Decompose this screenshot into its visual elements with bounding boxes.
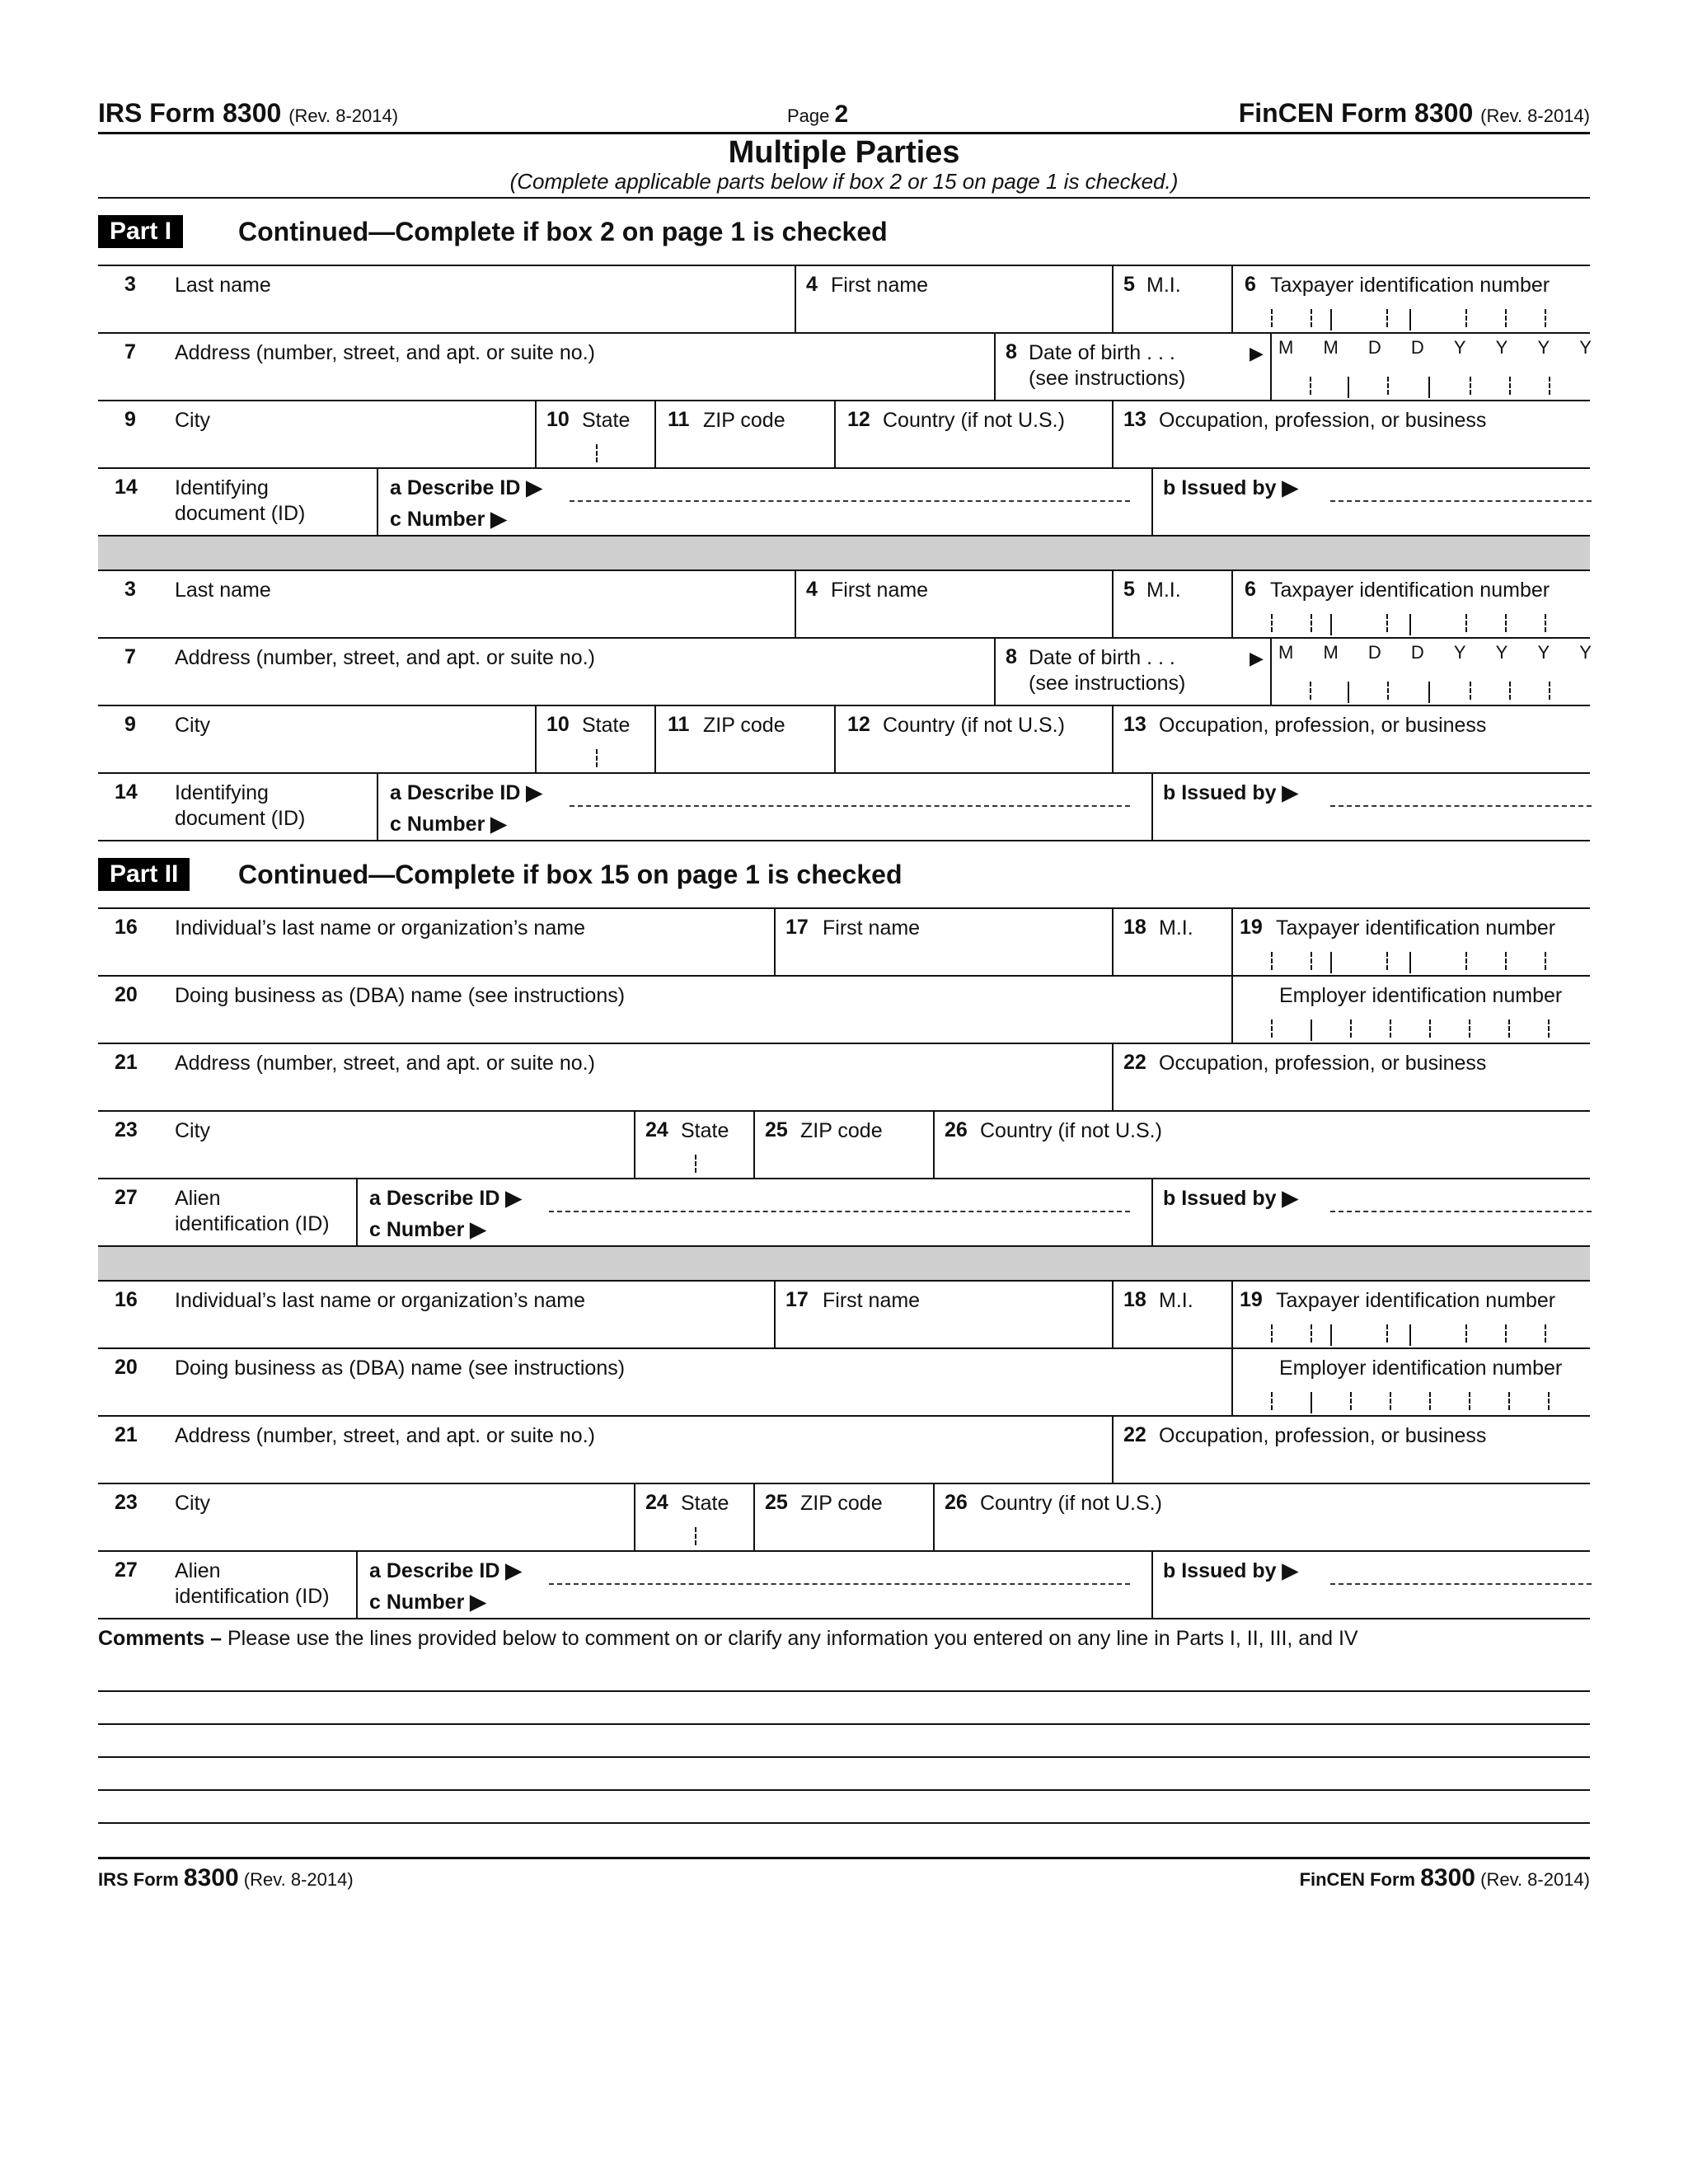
form-page (98, 92, 1590, 1891)
page-subtitle: (Complete applicable parts below if box 2 or 15 on page 1 is checked.) (98, 169, 1590, 199)
issued-by-field[interactable]: b Issued by ▶ (1151, 1179, 1590, 1245)
first-name-field[interactable]: 4 First name (795, 266, 1112, 332)
country-field[interactable]: 12 Country (if not U.S.) (834, 706, 1112, 772)
comment-line[interactable] (98, 1725, 1590, 1758)
describe-id-field[interactable]: a Describe ID ▶ c Number ▶ (356, 1179, 1151, 1245)
dob-label-cell: 8 Date of birth . . . (see instructions) ▶ (994, 639, 1270, 705)
comment-line[interactable] (98, 1659, 1590, 1692)
zip-field[interactable]: 11 ZIP code (654, 706, 834, 772)
ein-boxes (1248, 1392, 1594, 1413)
comment-line[interactable] (98, 1758, 1590, 1791)
zip-field[interactable]: 25 ZIP code (753, 1112, 933, 1178)
dob-boxes (1272, 377, 1618, 398)
issued-by-field[interactable]: b Issued by ▶ (1151, 774, 1590, 840)
first-name-field[interactable]: 17 First name (774, 1282, 1112, 1347)
part1-title: Continued—Complete if box 2 on page 1 is checked (238, 217, 888, 246)
mi-field[interactable]: 18 M.I. (1112, 909, 1231, 975)
last-name-field[interactable]: 3 Last name (124, 578, 271, 602)
id-label-cell: 14 Identifying document (ID) (115, 476, 306, 525)
part1-city-row (98, 401, 1590, 469)
part1-city-row (98, 706, 1590, 774)
part2-id-row (98, 1552, 1590, 1619)
occupation-field[interactable]: 13 Occupation, profession, or business (1112, 706, 1590, 772)
part1-party-block (98, 571, 1590, 841)
id-number-field[interactable]: c Number ▶ (390, 508, 507, 531)
tin-boxes (1248, 952, 1594, 973)
city-field[interactable]: 9 City (124, 408, 211, 432)
part1-name-row (98, 571, 1590, 639)
zip-field[interactable]: 11 ZIP code (654, 401, 834, 467)
city-field[interactable]: 23 City (115, 1118, 211, 1142)
describe-id-field[interactable]: a Describe ID ▶ c Number ▶ (356, 1552, 1151, 1618)
page-number: Page 2 (787, 101, 849, 128)
arrow-icon: ▶ (1250, 343, 1264, 363)
ein-field[interactable]: Employer identification number (1231, 1349, 1590, 1415)
address-field[interactable]: 21 Address (number, street, and apt. or suite no.) (115, 1423, 595, 1447)
tin-boxes (1248, 614, 1594, 635)
dba-field[interactable]: 20 Doing business as (DBA) name (see instructions) (115, 1356, 626, 1380)
dba-field[interactable]: 20 Doing business as (DBA) name (see instructions) (115, 983, 626, 1007)
dob-label-cell: 8 Date of birth . . . (see instructions) ▶ (994, 334, 1270, 400)
dob-boxes (1272, 682, 1618, 703)
alien-id-label-cell: 27 Alien identification (ID) (115, 1186, 330, 1235)
country-field[interactable]: 12 Country (if not U.S.) (834, 401, 1112, 467)
country-field[interactable]: 26 Country (if not U.S.) (933, 1484, 1590, 1550)
page-header (98, 92, 1590, 134)
state-field[interactable]: 24 State (634, 1484, 753, 1550)
tin-field[interactable]: 6 Taxpayer identification number (1231, 266, 1590, 332)
page-footer (98, 1857, 1590, 1891)
issued-by-field[interactable]: b Issued by ▶ (1151, 1552, 1590, 1618)
city-field[interactable]: 9 City (124, 713, 211, 737)
ein-boxes (1248, 1019, 1594, 1041)
separator-band (98, 537, 1590, 571)
part1-address-row (98, 639, 1590, 706)
tin-field[interactable]: 19 Taxpayer identification number (1231, 1282, 1590, 1347)
part2-dba-row (98, 977, 1590, 1044)
country-field[interactable]: 26 Country (if not U.S.) (933, 1112, 1590, 1178)
part2-city-row (98, 1484, 1590, 1552)
comment-line[interactable] (98, 1692, 1590, 1725)
part1-id-row (98, 774, 1590, 841)
page-title: Multiple Parties (728, 135, 960, 170)
org-name-field[interactable]: 16 Individual’s last name or organization’s name (115, 1288, 585, 1312)
issued-by-field[interactable]: b Issued by ▶ (1151, 469, 1590, 535)
state-field[interactable]: 24 State (634, 1112, 753, 1178)
id-number-field[interactable]: c Number ▶ (369, 1591, 486, 1614)
arrow-icon: ▶ (1250, 648, 1264, 668)
zip-field[interactable]: 25 ZIP code (753, 1484, 933, 1550)
id-label-cell: 14 Identifying document (ID) (115, 780, 306, 830)
part2-dba-row (98, 1349, 1590, 1417)
occupation-field[interactable]: 22 Occupation, profession, or business (1112, 1417, 1590, 1483)
tin-boxes (1248, 1324, 1594, 1346)
fincen-form-title: FinCEN Form 8300 (Rev. 8-2014) (1238, 98, 1590, 128)
part2-party-block (98, 1282, 1590, 1619)
part2-address-row (98, 1044, 1590, 1112)
occupation-field[interactable]: 22 Occupation, profession, or business (1112, 1044, 1590, 1110)
tin-field[interactable]: 19 Taxpayer identification number (1231, 909, 1590, 975)
part1-name-row (98, 266, 1590, 334)
last-name-field[interactable]: 3 Last name (124, 273, 271, 297)
footer-fincen: FinCEN Form 8300 (Rev. 8-2014) (1299, 1864, 1590, 1891)
dob-letters: M M D D Y Y Y Y (1278, 642, 1592, 663)
part1-header (98, 199, 1590, 266)
part2-name-row (98, 909, 1590, 977)
dob-field[interactable] (1270, 639, 1590, 705)
part1-address-row (98, 334, 1590, 401)
org-name-field[interactable]: 16 Individual’s last name or organization’s name (115, 916, 585, 940)
dob-letters: M M D D Y Y Y Y (1278, 337, 1592, 358)
separator-band (98, 1247, 1590, 1282)
part1-tag: Part I (98, 215, 183, 248)
part2-id-row (98, 1179, 1590, 1247)
tin-field[interactable]: 6 Taxpayer identification number (1231, 571, 1590, 637)
state-field[interactable]: 10 State (535, 706, 654, 772)
part1-id-row (98, 469, 1590, 537)
state-field[interactable]: 10 State (535, 401, 654, 467)
id-number-field[interactable]: c Number ▶ (369, 1218, 486, 1241)
tin-boxes (1248, 309, 1594, 330)
part2-address-row (98, 1417, 1590, 1484)
describe-id-field[interactable]: a Describe ID ▶ c Number ▶ (377, 774, 1151, 840)
alien-id-label-cell: 27 Alien identification (ID) (115, 1558, 330, 1608)
dob-field[interactable] (1270, 334, 1590, 400)
first-name-field[interactable]: 17 First name (774, 909, 1112, 975)
part2-header (98, 841, 1590, 909)
mi-field[interactable]: 5 M.I. (1112, 266, 1231, 332)
address-field[interactable]: 21 Address (number, street, and apt. or suite no.) (115, 1051, 595, 1075)
footer-irs: IRS Form 8300 (Rev. 8-2014) (98, 1864, 354, 1891)
occupation-field[interactable]: 13 Occupation, profession, or business (1112, 401, 1590, 467)
first-name-field[interactable]: 4 First name (795, 571, 1112, 637)
part1-party-block (98, 266, 1590, 537)
part2-title: Continued—Complete if box 15 on page 1 is checked (238, 860, 903, 889)
comments-label: Comments – Please use the lines provided below to comment on or clarify any information you entered on any line in Parts I, II, III, and IV (98, 1627, 1358, 1650)
describe-id-field[interactable]: a Describe ID ▶ c Number ▶ (377, 469, 1151, 535)
mi-field[interactable]: 18 M.I. (1112, 1282, 1231, 1347)
address-field[interactable]: 7 Address (number, street, and apt. or suite no.) (124, 340, 595, 364)
part2-tag: Part II (98, 858, 190, 891)
irs-form-title: IRS Form 8300 (Rev. 8-2014) (98, 98, 399, 128)
part2-name-row (98, 1282, 1590, 1349)
id-number-field[interactable]: c Number ▶ (390, 813, 507, 836)
part2-city-row (98, 1112, 1590, 1179)
address-field[interactable]: 7 Address (number, street, and apt. or suite no.) (124, 645, 595, 669)
part2-party-block (98, 909, 1590, 1247)
city-field[interactable]: 23 City (115, 1491, 211, 1515)
ein-field[interactable]: Employer identification number (1231, 977, 1590, 1043)
mi-field[interactable]: 5 M.I. (1112, 571, 1231, 637)
comment-line[interactable] (98, 1791, 1590, 1824)
